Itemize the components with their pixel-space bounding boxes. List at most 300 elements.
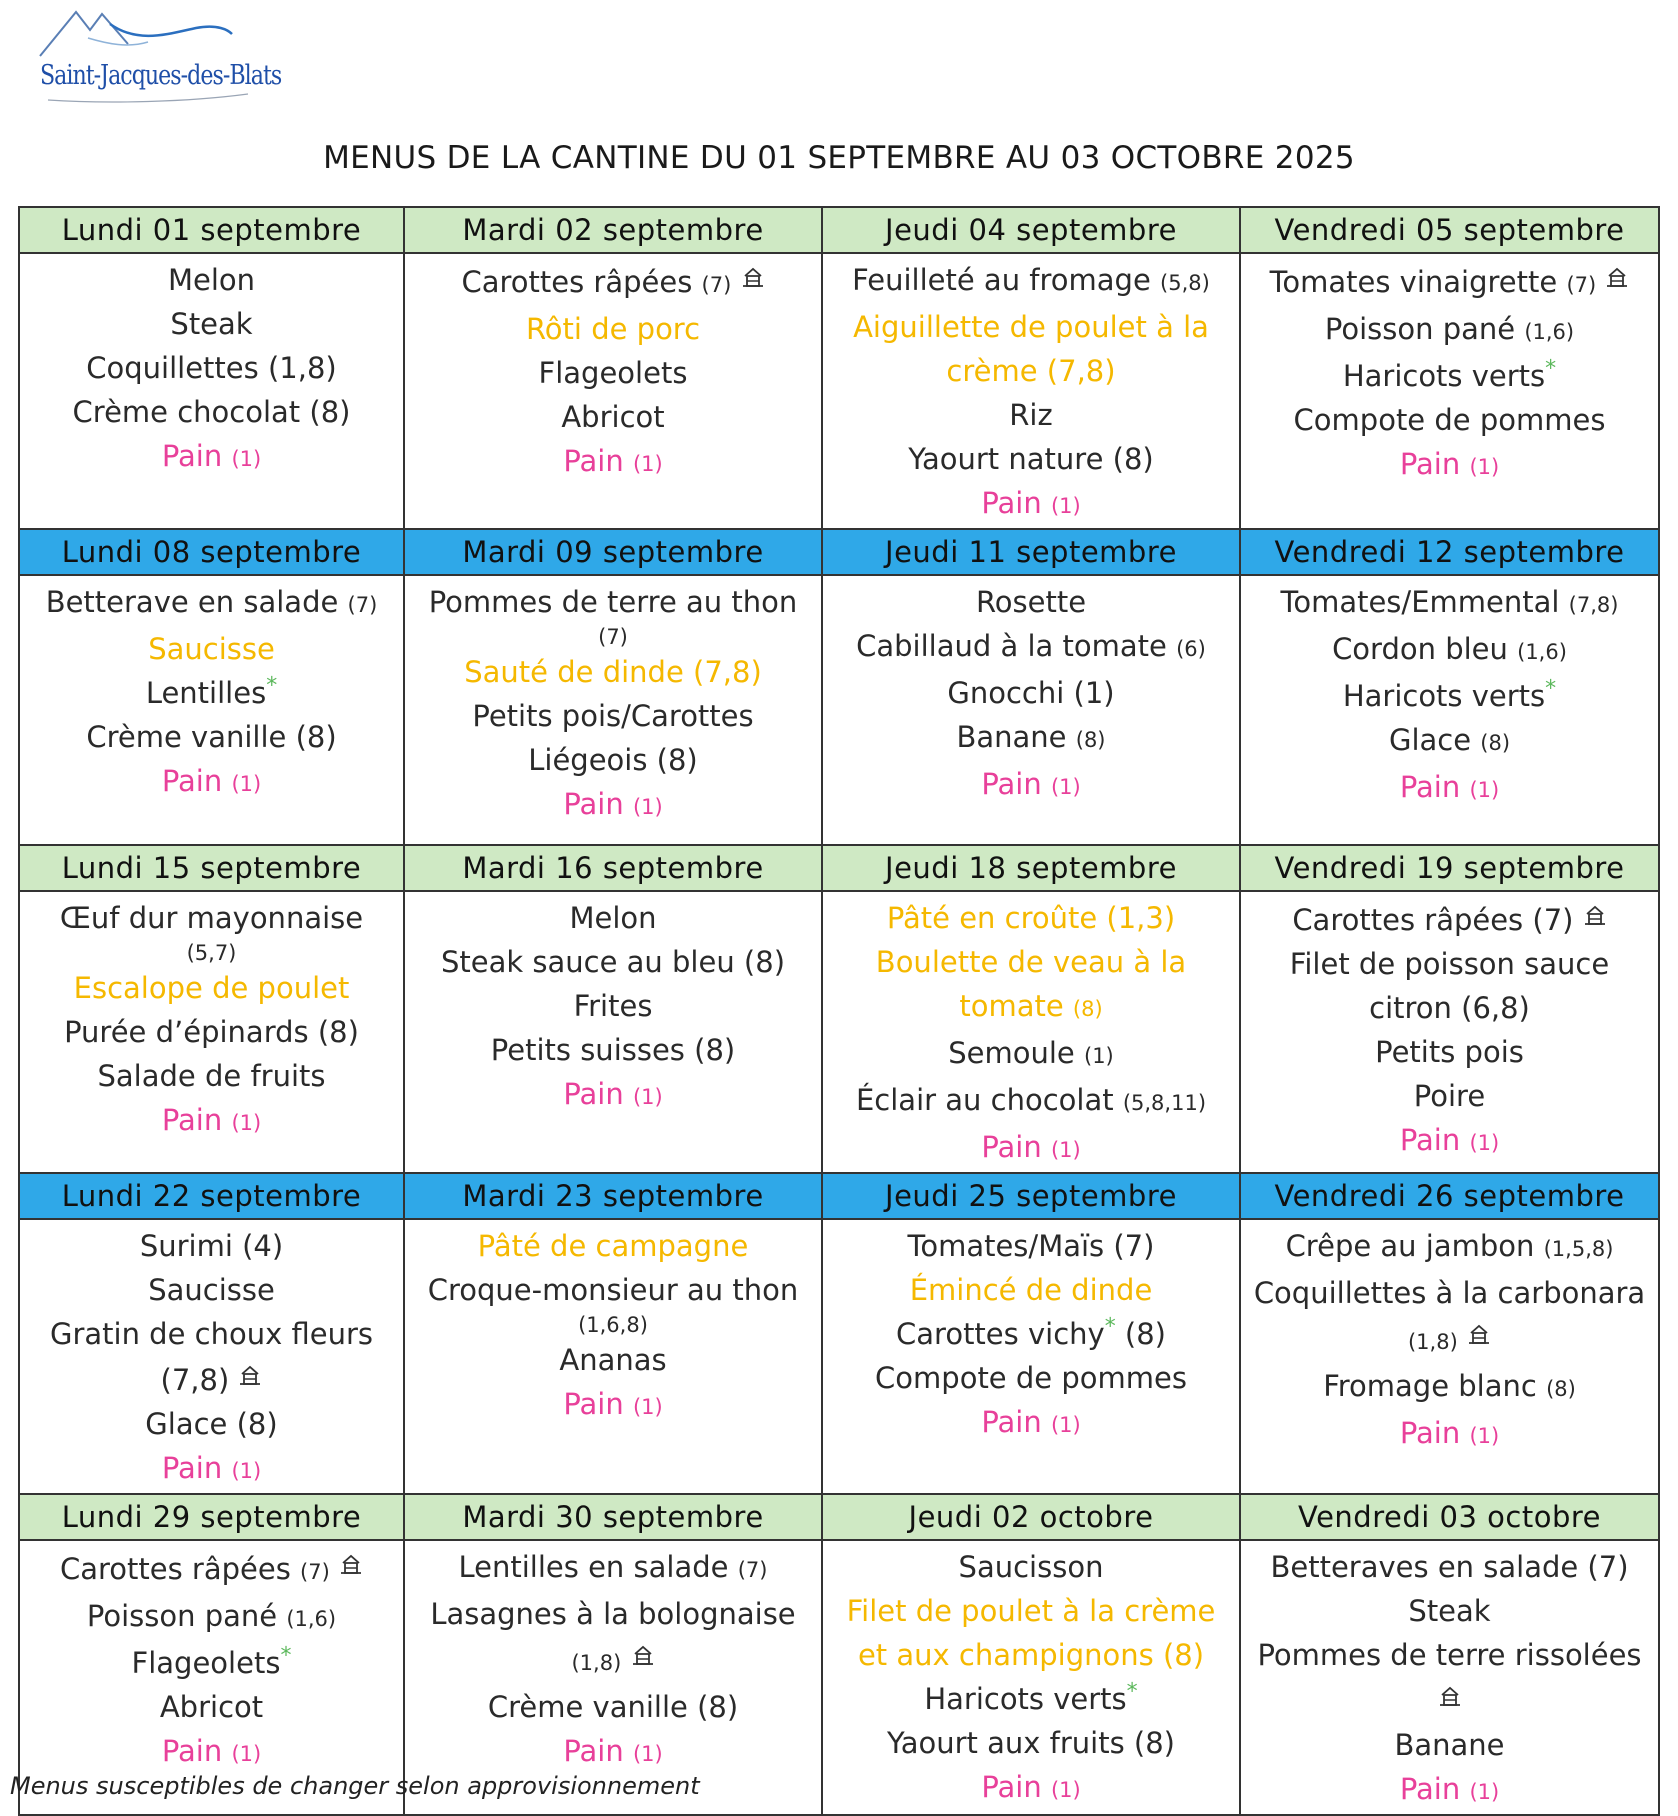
day-heading: Mardi 30 septembre xyxy=(404,1494,822,1540)
menu-item-text: Poisson pané xyxy=(86,1599,278,1633)
menu-item-text: Steak xyxy=(170,307,253,341)
menu-item xyxy=(1241,1271,1658,1364)
menu-item xyxy=(823,715,1239,762)
menu-item-text: Feuilleté au fromage xyxy=(852,263,1151,297)
menu-item-text: Pain xyxy=(981,767,1042,801)
menu-item-text: Tomates/Emmental xyxy=(1280,585,1560,619)
menu-item-text: Lasagnes à la bolognaise xyxy=(430,1597,796,1631)
menu-item-text: Haricots verts xyxy=(924,1682,1127,1716)
menu-item xyxy=(20,302,403,346)
menu-item-text: Glace xyxy=(1388,723,1472,757)
menu-item-text: Steak sauce au bleu (8) xyxy=(440,945,786,979)
menu-item-text: Gratin de choux fleurs (7,8) xyxy=(49,1317,373,1397)
allergen-codes: (1) xyxy=(1469,1131,1500,1155)
bread-item xyxy=(823,1125,1239,1172)
menu-item-text: Pain xyxy=(161,1451,223,1485)
menu-item xyxy=(405,1592,821,1685)
menu-item xyxy=(823,580,1239,624)
bread-item xyxy=(1241,442,1658,489)
allergen-codes: (7) xyxy=(598,625,628,649)
menu-item-text: Melon xyxy=(167,263,256,297)
week-menu-row xyxy=(19,1219,1659,1494)
menu-item xyxy=(823,1677,1239,1721)
bread-item xyxy=(1241,1411,1658,1458)
menu-item-text: Pâté de campagne xyxy=(477,1229,749,1263)
menu-item xyxy=(1241,1074,1658,1118)
local-produce-icon xyxy=(1467,1315,1491,1339)
bread-item xyxy=(1241,1118,1658,1165)
day-heading: Lundi 29 septembre xyxy=(19,1494,404,1540)
day-menu-cell xyxy=(404,1219,822,1494)
local-produce-icon xyxy=(1438,1677,1462,1701)
menu-item-text: Crêpe au jambon xyxy=(1285,1229,1535,1263)
allergen-codes: (7) xyxy=(1566,273,1597,297)
day-heading: Lundi 01 septembre xyxy=(19,207,404,253)
menu-item-text: Haricots verts xyxy=(1342,359,1546,393)
main-dish-item xyxy=(20,627,403,671)
menu-item-text: Frites xyxy=(573,989,653,1023)
menu-item xyxy=(1241,1545,1658,1589)
day-menu-cell xyxy=(1240,1540,1659,1815)
menu-item xyxy=(20,715,403,759)
day-menu-cell xyxy=(1240,253,1659,529)
allergen-codes: (1,8) xyxy=(1407,1330,1458,1354)
menu-item-text: Crème vanille (8) xyxy=(487,1690,739,1724)
menu-item-text: Carottes vichy xyxy=(896,1317,1105,1351)
day-menu-cell xyxy=(404,891,822,1173)
menu-item xyxy=(405,1685,821,1729)
allergen-codes: (5,8) xyxy=(1160,271,1210,295)
allergen-codes: (1) xyxy=(1050,1413,1081,1437)
allergen-codes: (1,6) xyxy=(1524,320,1575,344)
menu-item-text: Pommes de terre rissolées xyxy=(1257,1638,1642,1672)
week-menu-row xyxy=(19,253,1659,529)
allergen-codes: (8) xyxy=(1075,728,1106,752)
menu-item xyxy=(1241,1589,1658,1633)
menu-item-text: Banane xyxy=(1394,1728,1505,1762)
menu-item-text: Poire xyxy=(1413,1079,1486,1113)
star-icon: * xyxy=(1545,676,1557,702)
menu-item-text: Salade de fruits xyxy=(97,1059,326,1093)
local-produce-icon xyxy=(741,258,765,282)
menu-item-text: Surimi (4) xyxy=(139,1229,284,1263)
menu-item-text: Pain xyxy=(563,1734,624,1768)
menu-item-text: Pain xyxy=(1399,770,1461,804)
menu-item-text: Betterave en salade xyxy=(45,585,339,619)
bread-item xyxy=(20,1729,403,1776)
menu-item xyxy=(20,1010,403,1054)
menu-item-text: Croque-monsieur au thon xyxy=(427,1273,799,1307)
menu-item xyxy=(1241,1364,1658,1411)
menu-item-text: Pain xyxy=(161,1734,223,1768)
main-dish-item xyxy=(823,1589,1239,1677)
allergen-codes: (7) xyxy=(701,273,732,297)
menu-item-text: Émincé de dinde xyxy=(909,1273,1153,1307)
day-menu-cell xyxy=(1240,575,1659,845)
main-dish-item xyxy=(823,896,1239,940)
bread-item xyxy=(1241,765,1658,812)
menu-item-text: Pain xyxy=(563,1387,624,1421)
mountain-logo-icon xyxy=(18,4,278,114)
day-menu-cell xyxy=(19,253,404,529)
menu-item-text: Fromage blanc xyxy=(1323,1369,1537,1403)
allergen-codes: (1,8) xyxy=(571,1651,622,1675)
menu-item-text: Tomates/Maïs (7) xyxy=(907,1229,1155,1263)
menu-item-text: Pain xyxy=(981,1770,1042,1804)
menu-item-text: Ananas xyxy=(559,1343,667,1377)
allergen-codes: (7) xyxy=(300,1560,330,1584)
menu-item xyxy=(823,1224,1239,1268)
allergen-codes: (8) xyxy=(1546,1377,1576,1401)
local-produce-icon xyxy=(1605,258,1629,282)
menu-item-text: Petits suisses (8) xyxy=(490,1033,736,1067)
main-dish-item xyxy=(823,940,1239,1031)
local-produce-icon xyxy=(631,1636,655,1660)
bread-item xyxy=(823,481,1239,528)
bread-item xyxy=(405,1729,821,1776)
menu-item-text: Banane xyxy=(956,720,1067,754)
star-icon: * xyxy=(1126,1679,1138,1705)
menu-item-text: Sauté de dinde (7,8) xyxy=(464,655,762,689)
menu-item xyxy=(20,1402,403,1446)
menu-item-text: Purée d’épinards (8) xyxy=(64,1015,359,1049)
allergen-codes: (1) xyxy=(231,447,262,471)
menu-item-text: Haricots verts xyxy=(1342,679,1546,713)
menu-item-text: Abricot xyxy=(159,1690,264,1724)
menu-item xyxy=(1241,627,1658,674)
menu-item xyxy=(405,1028,821,1072)
bread-item xyxy=(405,1072,821,1119)
menu-item xyxy=(405,395,821,439)
allergen-codes: (1) xyxy=(1050,1778,1081,1802)
menu-item xyxy=(823,1031,1239,1078)
allergen-codes: (7,8) xyxy=(1568,593,1619,617)
menu-item xyxy=(405,258,821,307)
menu-item xyxy=(20,1685,403,1729)
menu-item xyxy=(20,346,403,390)
main-dish-item xyxy=(405,1224,821,1268)
menu-item-text: Cabillaud à la tomate xyxy=(856,629,1167,663)
menu-item xyxy=(20,1594,403,1641)
menu-item-text: Saucisse xyxy=(148,632,275,666)
page-title: MENUS DE LA CANTINE DU 01 SEPTEMBRE AU 03 OCTOBRE 2025 xyxy=(323,140,1355,176)
day-menu-cell xyxy=(822,891,1240,1173)
day-heading: Vendredi 12 septembre xyxy=(1240,529,1659,575)
menu-item xyxy=(405,1545,821,1592)
menu-item-text: Pain xyxy=(161,1103,223,1137)
allergen-codes: (1) xyxy=(632,452,663,476)
bread-item xyxy=(20,1446,403,1493)
menu-item-text: Pain xyxy=(563,787,624,821)
day-menu-cell xyxy=(822,253,1240,529)
bread-item xyxy=(20,1098,403,1145)
menu-item-text: Pain xyxy=(981,1405,1042,1439)
menu-item-text: Carottes râpées (7) xyxy=(1292,903,1574,937)
allergen-codes: (1) xyxy=(632,1085,663,1109)
menu-item-text: Filet de poisson sauce citron (6,8) xyxy=(1289,947,1610,1025)
allergen-codes: (1) xyxy=(632,795,663,819)
menu-item-text: Filet de poulet à la crème et aux champignons (8) xyxy=(846,1594,1216,1672)
main-dish-item xyxy=(20,966,403,1010)
menu-item-text: Boulette de veau à la tomate xyxy=(875,945,1187,1023)
day-heading: Lundi 15 septembre xyxy=(19,845,404,891)
menu-item xyxy=(20,580,403,627)
menu-item xyxy=(1241,398,1658,442)
day-heading: Mardi 23 septembre xyxy=(404,1173,822,1219)
local-produce-icon xyxy=(238,1356,262,1380)
allergen-codes: (8) xyxy=(1072,997,1103,1021)
week-header-row xyxy=(19,1173,1659,1219)
menu-item-text: Pain xyxy=(563,444,624,478)
day-heading: Jeudi 11 septembre xyxy=(822,529,1240,575)
menu-item-text: Riz xyxy=(1009,398,1053,432)
allergen-codes: (1,6,8) xyxy=(578,1313,648,1337)
menu-item xyxy=(823,1721,1239,1765)
allergen-codes: (7) xyxy=(347,593,378,617)
allergen-codes: (1) xyxy=(231,1742,262,1766)
week-header-row xyxy=(19,1494,1659,1540)
menu-item-text: Yaourt nature (8) xyxy=(908,442,1154,476)
day-heading: Lundi 08 septembre xyxy=(19,529,404,575)
allergen-codes: (1) xyxy=(1050,775,1081,799)
allergen-codes: (7) xyxy=(737,1558,768,1582)
menu-item xyxy=(1241,718,1658,765)
allergen-codes: (1) xyxy=(231,772,262,796)
menu-item xyxy=(1241,354,1658,398)
day-menu-cell xyxy=(822,575,1240,845)
menu-item-text: Escalope de poulet xyxy=(73,971,350,1005)
allergen-codes: (5,8,11) xyxy=(1122,1091,1207,1115)
bread-item xyxy=(20,759,403,806)
menu-item xyxy=(405,984,821,1028)
menu-item xyxy=(823,393,1239,437)
day-heading: Mardi 02 septembre xyxy=(404,207,822,253)
week-header-row xyxy=(19,529,1659,575)
allergen-codes: (1,5,8) xyxy=(1543,1237,1614,1261)
menu-item-text: Poisson pané xyxy=(1324,312,1516,346)
menu-item xyxy=(20,671,403,715)
allergen-codes: (1) xyxy=(1469,455,1500,479)
menu-item-text: Cordon bleu xyxy=(1332,632,1508,666)
menu-item-text: Carottes râpées xyxy=(461,265,693,299)
day-heading: Jeudi 25 septembre xyxy=(822,1173,1240,1219)
menu-item xyxy=(405,1338,821,1382)
menu-item xyxy=(20,1054,403,1098)
menu-item-text: Tomates vinaigrette xyxy=(1269,265,1558,299)
menu-item-text: Coquillettes (1,8) xyxy=(86,351,337,385)
menu-item-text: Semoule xyxy=(948,1036,1075,1070)
bread-item xyxy=(405,782,821,829)
allergen-codes: (5,7) xyxy=(186,941,237,965)
menu-item xyxy=(1241,1633,1658,1723)
main-dish-item xyxy=(405,650,821,694)
menu-item xyxy=(1241,1224,1658,1271)
bread-item xyxy=(823,1400,1239,1447)
menu-item-text: Liégeois (8) xyxy=(528,743,698,777)
local-produce-icon xyxy=(339,1545,363,1569)
menu-item-text: Compote de pommes xyxy=(1293,403,1606,437)
menu-item xyxy=(1241,674,1658,718)
menu-item-text: Steak xyxy=(1408,1594,1491,1628)
menu-item-text: Yaourt aux fruits (8) xyxy=(886,1726,1175,1760)
footnote: Menus susceptibles de changer selon approvisionnement xyxy=(10,1772,700,1800)
day-menu-cell xyxy=(19,575,404,845)
allergen-codes: (1) xyxy=(1469,778,1500,802)
logo-text: Saint-Jacques-des-Blats xyxy=(40,60,282,91)
star-icon: * xyxy=(1545,356,1557,382)
day-menu-cell xyxy=(1240,891,1659,1173)
allergen-codes: (8) xyxy=(1480,731,1511,755)
menu-item-text: Glace (8) xyxy=(145,1407,278,1441)
menu-item-text: Flageolets xyxy=(131,1646,281,1680)
menu-item-text: Lentilles xyxy=(145,676,267,710)
allergen-codes: (1) xyxy=(1469,1424,1500,1448)
bread-item xyxy=(405,439,821,486)
menu-item xyxy=(1241,580,1658,627)
menu-item-suffix: (8) xyxy=(1115,1317,1166,1351)
menu-item-text: Rôti de porc xyxy=(525,312,701,346)
star-icon: * xyxy=(266,673,278,699)
bread-item xyxy=(20,434,403,481)
menu-item-text: Rosette xyxy=(975,585,1087,619)
menu-item xyxy=(823,437,1239,481)
bread-item xyxy=(405,1382,821,1429)
menu-item-text: Petits pois/Carottes xyxy=(472,699,754,733)
bread-item xyxy=(823,1765,1239,1812)
star-icon: * xyxy=(280,1643,292,1669)
menu-item-text: Coquillettes à la carbonara xyxy=(1253,1276,1646,1310)
menu-item-text: Aiguillette de poulet à la crème (7,8) xyxy=(853,310,1209,388)
allergen-codes: (1) xyxy=(632,1395,663,1419)
day-heading: Mardi 09 septembre xyxy=(404,529,822,575)
allergen-codes: (1) xyxy=(1050,494,1081,518)
menu-item-text: Pain xyxy=(981,486,1042,520)
menu-item xyxy=(20,1641,403,1685)
day-menu-cell xyxy=(404,253,822,529)
menu-item-text: Abricot xyxy=(561,400,665,434)
menu-item xyxy=(823,1545,1239,1589)
star-icon: * xyxy=(1104,1314,1116,1340)
menu-item xyxy=(20,1268,403,1312)
menu-item-text: Melon xyxy=(569,901,657,935)
day-menu-cell xyxy=(19,1219,404,1494)
menu-item xyxy=(1241,896,1658,942)
menu-item xyxy=(823,1356,1239,1400)
day-menu-cell xyxy=(19,891,404,1173)
menu-item-text: Betteraves en salade (7) xyxy=(1270,1550,1629,1584)
menu-item-text: Éclair au chocolat xyxy=(855,1083,1114,1117)
day-menu-cell xyxy=(1240,1219,1659,1494)
week-menu-row xyxy=(19,891,1659,1173)
menu-item xyxy=(20,896,403,940)
menu-item-text: Carottes râpées xyxy=(59,1552,291,1586)
allergen-codes: (1) xyxy=(1469,1780,1500,1804)
menu-item-text: Pain xyxy=(161,764,223,798)
menu-item xyxy=(823,1312,1239,1356)
menu-item-text: Petits pois xyxy=(1375,1035,1524,1069)
menu-item-text: Gnocchi (1) xyxy=(947,676,1115,710)
menu-item-text: Pain xyxy=(161,439,223,473)
menu-item xyxy=(405,351,821,395)
menu-item xyxy=(405,738,821,782)
day-menu-cell xyxy=(404,575,822,845)
menu-item xyxy=(405,694,821,738)
menu-item-text: Pommes de terre au thon xyxy=(428,585,798,619)
day-heading: Jeudi 02 octobre xyxy=(822,1494,1240,1540)
menu-item xyxy=(20,1545,403,1594)
day-heading: Vendredi 26 septembre xyxy=(1240,1173,1659,1219)
allergen-codes: (6) xyxy=(1176,637,1206,661)
menu-item xyxy=(405,896,821,940)
menu-item-text: Pain xyxy=(1399,1772,1461,1806)
town-logo xyxy=(18,4,282,114)
menu-item-text: Pain xyxy=(563,1077,624,1111)
menu-item-text: Pâté en croûte (1,3) xyxy=(886,901,1176,935)
allergen-codes: (1) xyxy=(231,1111,262,1135)
menu-item xyxy=(1241,1723,1658,1767)
allergen-codes: (1) xyxy=(632,1742,663,1766)
menu-item xyxy=(823,1078,1239,1125)
allergen-codes: (1) xyxy=(1084,1044,1114,1068)
menu-item-text: Pain xyxy=(981,1130,1042,1164)
menu-item xyxy=(823,624,1239,671)
menu-item-text: Œuf dur mayonnaise xyxy=(59,901,364,935)
menu-item-text: Compote de pommes xyxy=(875,1361,1187,1395)
local-produce-icon xyxy=(1583,896,1607,920)
menu-item-text: Crème vanille (8) xyxy=(86,720,337,754)
week-header-row xyxy=(19,207,1659,253)
bread-item xyxy=(1241,1767,1658,1814)
menu-item xyxy=(405,940,821,984)
main-dish-item xyxy=(823,1268,1239,1312)
week-header-row xyxy=(19,845,1659,891)
menu-table xyxy=(18,206,1660,1816)
menu-item xyxy=(823,671,1239,715)
menu-item-text: Flageolets xyxy=(538,356,688,390)
day-heading: Lundi 22 septembre xyxy=(19,1173,404,1219)
menu-item-text: Saucisse xyxy=(148,1273,275,1307)
menu-item-text: Pain xyxy=(1399,1123,1461,1157)
menu-item-text: Pain xyxy=(1399,447,1461,481)
menu-item xyxy=(823,258,1239,305)
menu-item xyxy=(1241,258,1658,307)
menu-item xyxy=(1241,307,1658,354)
menu-item xyxy=(20,390,403,434)
bread-item xyxy=(823,762,1239,809)
menu-item xyxy=(1241,942,1658,1030)
day-menu-cell xyxy=(822,1219,1240,1494)
menu-item-text: Crème chocolat (8) xyxy=(72,395,351,429)
menu-item-text: Pain xyxy=(1399,1416,1461,1450)
menu-item xyxy=(405,580,821,624)
day-heading: Jeudi 18 septembre xyxy=(822,845,1240,891)
menu-item-text: Saucisson xyxy=(958,1550,1104,1584)
day-heading: Vendredi 19 septembre xyxy=(1240,845,1659,891)
main-dish-item xyxy=(405,307,821,351)
menu-item xyxy=(20,1312,403,1402)
day-heading: Jeudi 04 septembre xyxy=(822,207,1240,253)
menu-item xyxy=(20,258,403,302)
main-dish-item xyxy=(823,305,1239,393)
menu-item xyxy=(20,1224,403,1268)
allergen-codes: (1,6) xyxy=(286,1607,337,1631)
day-heading: Vendredi 05 septembre xyxy=(1240,207,1659,253)
menu-item xyxy=(1241,1030,1658,1074)
allergen-codes: (1,6) xyxy=(1517,640,1567,664)
allergen-codes: (1) xyxy=(1050,1138,1081,1162)
day-heading: Vendredi 03 octobre xyxy=(1240,1494,1659,1540)
menu-item xyxy=(405,1268,821,1312)
